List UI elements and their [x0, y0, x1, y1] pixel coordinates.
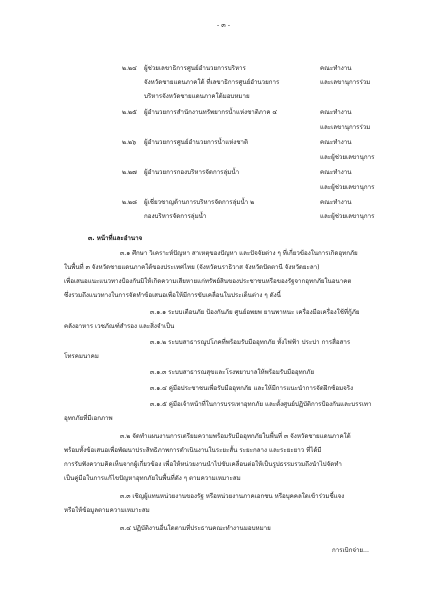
section-heading: ๓. หน้าที่และอำนาจ — [88, 235, 143, 242]
member-number: ๒.๒๗ — [122, 169, 137, 176]
sub-item-line: อุทกภัยที่มีเอกภาพ — [64, 415, 113, 422]
member-role: และผู้ช่วยเลขานุการ — [320, 184, 375, 191]
member-line: ผู้อำนวยการศูนย์อำนวยการน้ำแห่งชาติ — [144, 139, 249, 146]
paragraph-line: ๓.๒ จัดทำแผนงานการเตรียมความพร้อมรับมืออุทกภัยในพื้นที่ ๓ จังหวัดชายแดนภาคใต้ — [120, 433, 351, 440]
member-role: คณะทำงาน — [320, 139, 352, 146]
paragraph-line: การรับฟังความคิดเห็นจากผู้เกี่ยวข้อง เพื่อให้หน่วยงานนำไปขับเคลื่อนต่อให้เป็นรูปธรรมรวมถึงนำไปจัดทำ — [64, 461, 342, 468]
member-role: คณะทำงาน — [320, 65, 352, 72]
paragraph-line: ๓.๔ ปฏิบัติงานอื่นใดตามที่ประธานคณะทำงานมอบหมาย — [120, 525, 271, 532]
member-role: และผู้ช่วยเลขานุการ — [320, 213, 375, 220]
member-role: และเลขานุการร่วม — [320, 79, 371, 86]
paragraph-line: ในพื้นที่ ๓ จังหวัดชายแดนภาคใต้ของประเทศไทย (จังหวัดนราธิวาส จังหวัดปัตตานี จังหวัดยะลา) — [64, 264, 320, 271]
member-line: บริหารจังหวัดชายแดนภาคใต้มอบหมาย — [144, 93, 250, 100]
sub-item-line: ๓.๑.๕ คู่มือเจ้าหน้าที่ในการบรรเทาอุทกภัย และตั้งศูนย์ปฏิบัติการป้องกันและบรรเทา — [150, 401, 372, 408]
member-line: ผู้ช่วยเลขาธิการศูนย์อำนวยการบริหาร — [144, 65, 246, 72]
member-line: จังหวัดชายแดนภาคใต้ ที่เลขาธิการศูนย์อำนวยการ — [144, 79, 280, 86]
paragraph-line: ๓.๑ ศึกษา วิเคราะห์ปัญหา สาเหตุของปัญหา และปัจจัยต่าง ๆ ที่เกี่ยวข้องในการเกิดอุทกภัย — [120, 250, 358, 257]
page-number: - ๓ - — [216, 21, 231, 29]
sub-item-line: ๓.๑.๒ ระบบสาธารณูปโภคที่พร้อมรับมืออุทกภัย ทั้งไฟฟ้า ประปา การสื่อสาร — [150, 339, 351, 346]
member-number: ๒.๒๘ — [122, 199, 137, 206]
paragraph-line: เป็นคู่มือในการแก้ไขปัญหาอุทกภัยในพื้นที่ดัง ๆ ตามความเหมาะสม — [64, 475, 241, 482]
member-role: คณะทำงาน — [320, 199, 352, 206]
sub-item-line: ๓.๑.๓ ระบบสาธารณสุขและโรงพยาบาลให้พร้อมรับมืออุทกภัย — [150, 369, 315, 376]
sub-item-line: คลังอาหาร เวชภัณฑ์สำรอง และสิ่งจำเป็น — [64, 323, 175, 330]
sub-item-line: โทรคมนาคม — [64, 353, 99, 360]
member-line: ผู้อำนวยการสำนักงานทรัพยากรน้ำแห่งชาติภาค ๔ — [144, 109, 278, 116]
member-number: ๒.๒๖ — [122, 139, 137, 146]
member-role: คณะทำงาน — [320, 169, 352, 176]
member-line: ผู้อำนวยการกองบริหารจัดการลุ่มน้ำ — [144, 169, 240, 176]
member-number: ๒.๒๕ — [122, 109, 137, 116]
paragraph-line: หรือให้ข้อมูลตามความเหมาะสม — [64, 507, 150, 514]
member-number: ๒.๒๔ — [122, 65, 137, 72]
sub-item-line: ๓.๑.๑ ระบบเตือนภัย ป้องกันภัย ศูนย์อพยพ ยานพาหนะ เครื่องมือเครื่องใช้ที่กู้ภัย — [150, 309, 360, 316]
paragraph-line: พร้อมทั้งข้อเสนอเพื่อพัฒนาประสิทธิภาพการดำเนินงานในระยะสั้น ระยะกลาง และระยะยาว ที่ได้มี — [64, 447, 322, 454]
paragraph-line: ซึ่งรวมถึงแนวทางในการจัดทำข้อเสนอเพื่อให้มีการขับเคลื่อนในประเด็นต่าง ๆ ดังนี้ — [64, 292, 281, 299]
paragraph-line: เพื่อเสนอแนะแนวทางป้องกันมิให้เกิดความเสียหายแก่ทรัพย์สินของประชาชนหรือของรัฐจากอุทกภัยในอนาคต — [64, 278, 352, 285]
continuation-text: การเบิกจ่าย... — [332, 547, 369, 554]
paragraph-line: ๓.๓ เชิญผู้แทนหน่วยงานของรัฐ หรือหน่วยงานภาคเอกชน หรือบุคคลใดเข้าร่วมชี้แจง — [120, 493, 345, 500]
member-role: และเลขานุการร่วม — [320, 124, 371, 131]
member-line: ผู้เชี่ยวชาญด้านการบริหารจัดการลุ่มน้ำ ๒ — [144, 199, 255, 206]
member-role: คณะทำงาน — [320, 109, 352, 116]
member-role: และผู้ช่วยเลขานุการ — [320, 154, 375, 161]
sub-item-line: ๓.๑.๔ คู่มือประชาชนเพื่อรับมืออุทกภัย และให้มีการแนะนำการจัดฝึกซ้อมจริง — [150, 385, 354, 392]
member-line: กองบริหารจัดการลุ่มน้ำ — [144, 213, 207, 220]
